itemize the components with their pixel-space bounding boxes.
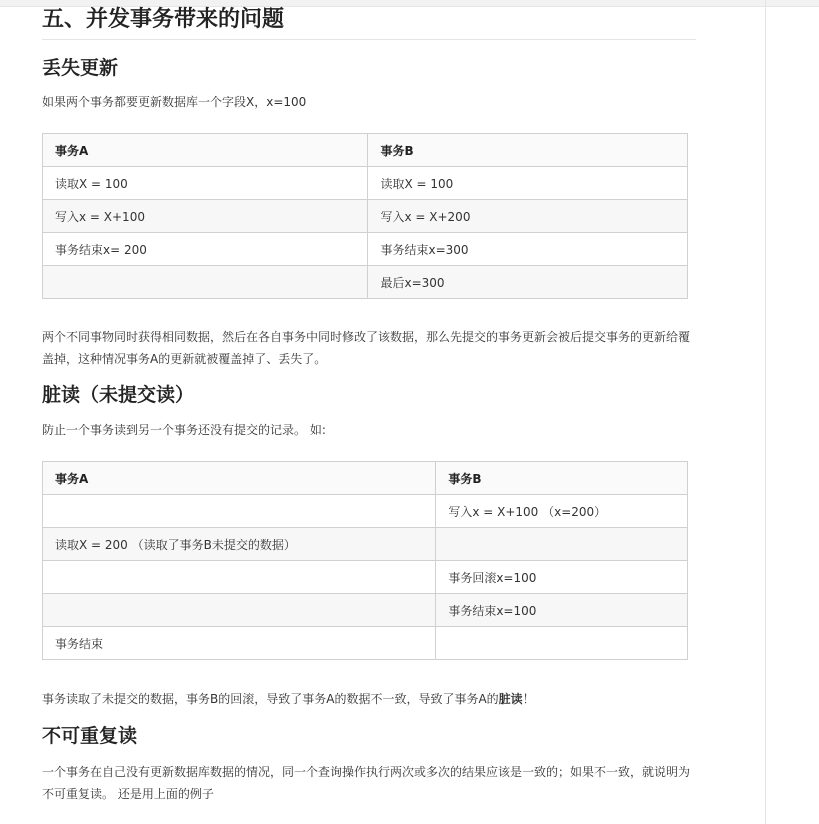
- section-title: 五、并发事务带来的问题: [42, 6, 696, 40]
- lost-update-intro: 如果两个事务都要更新数据库一个字段X，x=100: [42, 95, 307, 109]
- table-cell: 事务结束x=300: [368, 233, 688, 266]
- table-cell: 写入x = X+200: [368, 200, 688, 233]
- table-cell: [436, 528, 688, 561]
- table-header-row: [43, 134, 688, 167]
- table-row: [43, 266, 688, 299]
- dirty-read-intro: 防止一个事务读到另一个事务还没有提交的记录。 如:: [42, 423, 326, 437]
- table-cell: [436, 627, 688, 660]
- table-cell: 写入x = X+100: [43, 200, 368, 233]
- lost-update-summary: 两个不同事物同时获得相同数据，然后在各自事务中同时修改了该数据，那么先提交的事务更新会被后提交事务的更新给覆盖掉，这种情况事务A的更新就被覆盖掉了、丢失了。: [42, 330, 691, 366]
- table-row: [43, 561, 688, 594]
- table-row: [43, 495, 688, 528]
- table-row: [43, 627, 688, 660]
- header-cell: 事务A: [43, 134, 368, 167]
- table-row: [43, 200, 688, 233]
- table-cell: [43, 561, 436, 594]
- header-cell: 事务B: [436, 462, 688, 495]
- table-row: [43, 594, 688, 627]
- table-cell: [43, 266, 368, 299]
- table-cell: 事务结束: [43, 627, 436, 660]
- summary-suffix: ！: [522, 692, 535, 706]
- non-repeatable-read-text: 一个事务在自己没有更新数据库数据的情况，同一个查询操作执行两次或多次的结果应该是一致的；如果不一致，就说明为不可重复读。 还是用上面的例子: [42, 765, 691, 801]
- table-row: [43, 528, 688, 561]
- table-cell: 事务回滚x=100: [436, 561, 688, 594]
- table-cell: 最后x=300: [368, 266, 688, 299]
- table-cell: 读取X = 100: [43, 167, 368, 200]
- lost-update-table: [42, 133, 688, 299]
- table-cell: [43, 495, 436, 528]
- dirty-read-summary: [42, 688, 696, 710]
- heading-lost-update: 丢失更新: [42, 57, 119, 79]
- dirty-read-table: [42, 461, 688, 660]
- table-cell: 读取X = 200 （读取了事务B未提交的数据）: [43, 528, 436, 561]
- header-cell: 事务A: [43, 462, 436, 495]
- table-cell: 读取X = 100: [368, 167, 688, 200]
- heading-dirty-read: 脏读（未提交读）: [42, 384, 195, 406]
- right-divider: [765, 0, 766, 824]
- header-cell: 事务B: [368, 134, 688, 167]
- table-row: [43, 167, 688, 200]
- heading-non-repeatable-read: 不可重复读: [42, 725, 138, 747]
- table-row: [43, 233, 688, 266]
- summary-text: 事务读取了未提交的数据，事务B的回滚，导致了事务A的数据不一致，导致了事务A的: [42, 692, 499, 706]
- table-cell: 事务结束x=100: [436, 594, 688, 627]
- table-cell: 事务结束x= 200: [43, 233, 368, 266]
- table-cell: 写入x = X+100 （x=200）: [436, 495, 688, 528]
- table-cell: [43, 594, 436, 627]
- table-header-row: [43, 462, 688, 495]
- summary-bold-term: 脏读: [498, 692, 523, 706]
